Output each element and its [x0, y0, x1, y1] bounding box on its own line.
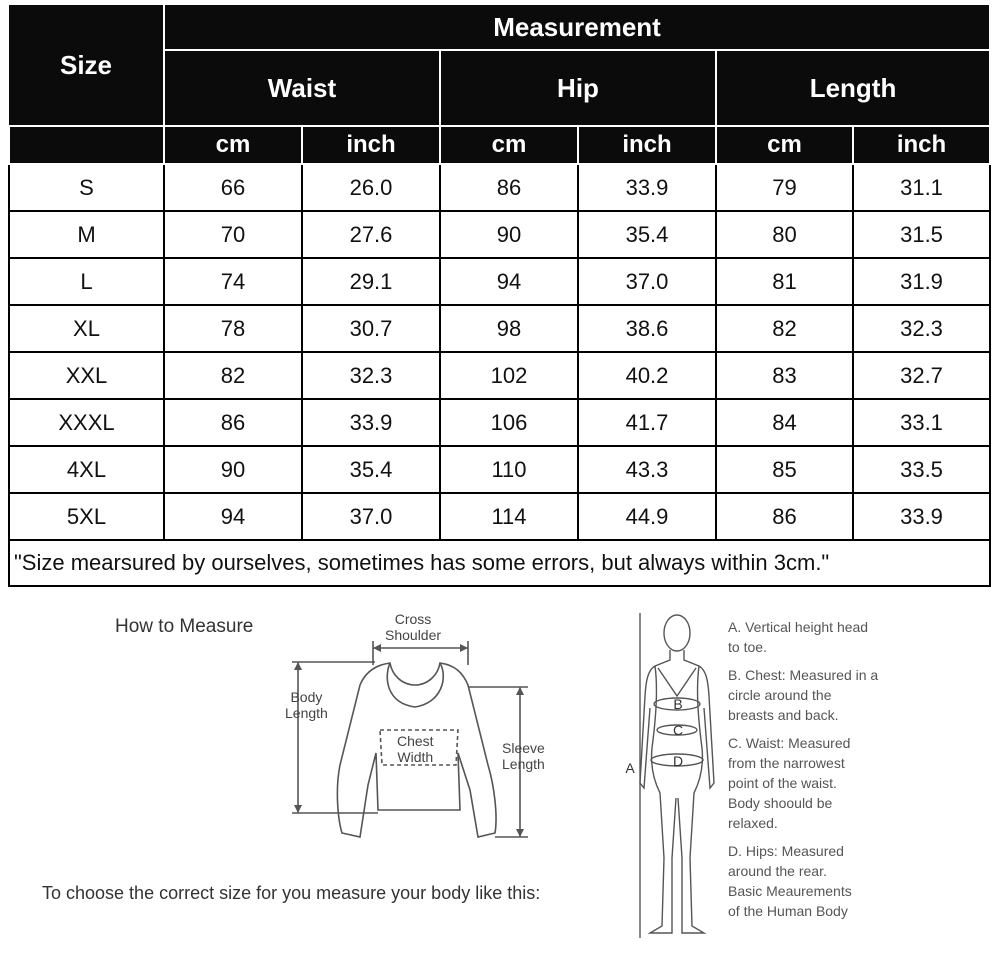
value-cell: 31.9 [853, 258, 990, 305]
unit-header: cm [164, 126, 302, 164]
value-cell: 106 [440, 399, 578, 446]
value-cell: 90 [440, 211, 578, 258]
chest-width-label: Chest Width [397, 733, 434, 765]
table-row [9, 305, 990, 352]
value-cell: 33.9 [853, 493, 990, 540]
note-c: C. Waist: Measured from the narrowest point of the waist. Body shoould be relaxed. [728, 735, 851, 831]
value-cell: 90 [164, 446, 302, 493]
value-cell: 38.6 [578, 305, 716, 352]
value-cell: 27.6 [302, 211, 440, 258]
sleeve-length-label: Sleeve Length [502, 740, 545, 772]
value-cell: 33.9 [578, 164, 716, 211]
body-label-a: A [625, 760, 635, 776]
value-cell: 81 [716, 258, 853, 305]
size-chart-table [8, 3, 989, 586]
size-cell: 4XL [9, 446, 164, 493]
unit-header: cm [716, 126, 853, 164]
cross-shoulder-label: Cross Shoulder [385, 611, 442, 643]
value-cell: 86 [164, 399, 302, 446]
unit-spacer [9, 126, 164, 164]
hip-header: Hip [440, 50, 716, 126]
value-cell: 31.5 [853, 211, 990, 258]
value-cell: 32.7 [853, 352, 990, 399]
value-cell: 41.7 [578, 399, 716, 446]
value-cell: 74 [164, 258, 302, 305]
value-cell: 43.3 [578, 446, 716, 493]
value-cell: 33.5 [853, 446, 990, 493]
size-cell: XXXL [9, 399, 164, 446]
value-cell: 86 [716, 493, 853, 540]
table-row [9, 352, 990, 399]
size-header: Size [9, 4, 164, 126]
value-cell: 78 [164, 305, 302, 352]
body-label-c: C [672, 722, 684, 738]
value-cell: 98 [440, 305, 578, 352]
table-row [9, 258, 990, 305]
measurement-notes [728, 617, 958, 929]
value-cell: 33.9 [302, 399, 440, 446]
value-cell: 26.0 [302, 164, 440, 211]
value-cell: 110 [440, 446, 578, 493]
value-cell: 82 [716, 305, 853, 352]
table-row [9, 164, 990, 211]
body-label-b: B [673, 696, 683, 712]
table-row [9, 399, 990, 446]
value-cell: 84 [716, 399, 853, 446]
value-cell: 35.4 [302, 446, 440, 493]
value-cell: 37.0 [302, 493, 440, 540]
table-row [9, 446, 990, 493]
value-cell: 33.1 [853, 399, 990, 446]
value-cell: 31.1 [853, 164, 990, 211]
value-cell: 94 [440, 258, 578, 305]
how-to-measure-title: How to Measure [115, 616, 254, 637]
value-cell: 86 [440, 164, 578, 211]
waist-header: Waist [164, 50, 440, 126]
length-header: Length [716, 50, 990, 126]
note-d: D. Hips: Measured around the rear. Basic Meaurements of the Human Body [728, 843, 852, 919]
unit-header: inch [578, 126, 716, 164]
note-b: B. Chest: Measured in a circle around the breasts and back. [728, 667, 879, 723]
note-a: A. Vertical height head to toe. [728, 619, 869, 655]
measurement-note: "Size mearsured by ourselves, sometimes has some errors, but always within 3cm." [9, 540, 990, 586]
unit-header: cm [440, 126, 578, 164]
body-diagram [620, 608, 725, 948]
size-cell: XXL [9, 352, 164, 399]
value-cell: 79 [716, 164, 853, 211]
value-cell: 82 [164, 352, 302, 399]
value-cell: 102 [440, 352, 578, 399]
value-cell: 30.7 [302, 305, 440, 352]
value-cell: 70 [164, 211, 302, 258]
value-cell: 37.0 [578, 258, 716, 305]
value-cell: 35.4 [578, 211, 716, 258]
size-cell: S [9, 164, 164, 211]
table-row [9, 493, 990, 540]
size-cell: XL [9, 305, 164, 352]
value-cell: 66 [164, 164, 302, 211]
instruction-text: To choose the correct size for you measure your body like this: [42, 883, 541, 903]
size-cell: L [9, 258, 164, 305]
value-cell: 114 [440, 493, 578, 540]
size-cell: M [9, 211, 164, 258]
value-cell: 29.1 [302, 258, 440, 305]
value-cell: 80 [716, 211, 853, 258]
value-cell: 40.2 [578, 352, 716, 399]
table-row [9, 211, 990, 258]
value-cell: 32.3 [853, 305, 990, 352]
value-cell: 32.3 [302, 352, 440, 399]
value-cell: 85 [716, 446, 853, 493]
value-cell: 44.9 [578, 493, 716, 540]
value-cell: 94 [164, 493, 302, 540]
body-length-label: Body Length [285, 689, 328, 721]
unit-header: inch [853, 126, 990, 164]
size-cell: 5XL [9, 493, 164, 540]
value-cell: 83 [716, 352, 853, 399]
measurement-header: Measurement [164, 4, 990, 50]
body-label-d: D [672, 753, 684, 769]
unit-header: inch [302, 126, 440, 164]
